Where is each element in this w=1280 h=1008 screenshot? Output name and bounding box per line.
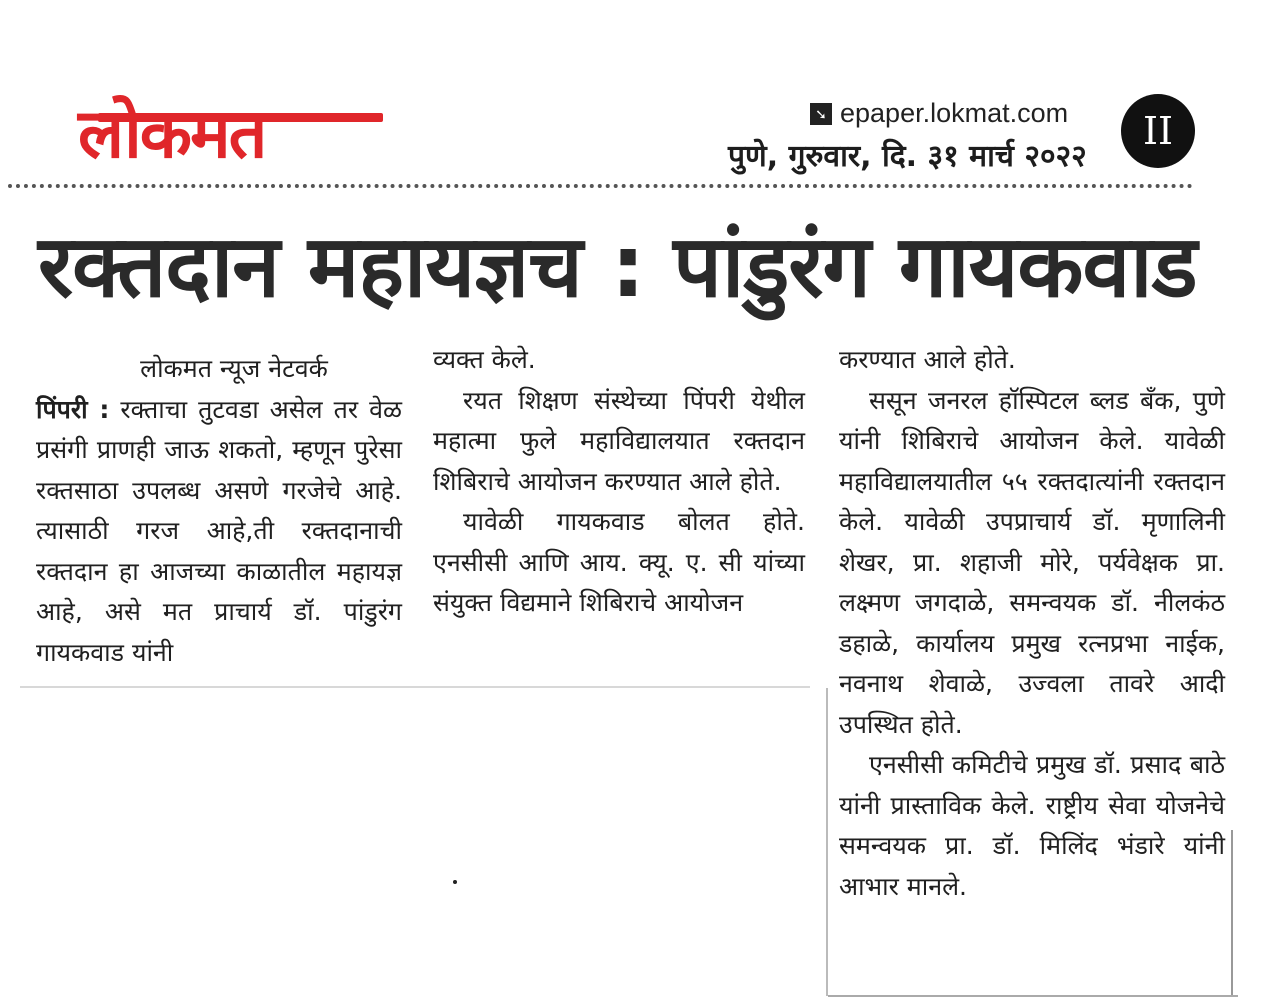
- clipping-edge: [20, 686, 810, 688]
- clipping-edge: [1231, 830, 1233, 995]
- article-paragraph: रयत शिक्षण संस्थेच्या पिंपरी येथील महात्मा फुले महाविद्यालयात रक्तदान शिबिराचे आयोजन करण्यात आले होते.: [433, 385, 805, 496]
- paper-speck: [453, 880, 457, 884]
- masthead-divider: [8, 184, 1193, 188]
- article-column-1: [36, 349, 402, 673]
- article-paragraph: ससून जनरल हॉस्पिटल ब्लड बँक, पुणे यांनी शिबिराचे आयोजन केले. यावेळी महाविद्यालयातील ५५ रक्तदात्यांनी रक्तदान केले. यावेळी उपप्राचार्य डॉ. मृणालिनी शेखर, प्रा. शहाजी मोरे, पर्यवेक्षक प्रा. लक्ष्मण जगदाळे, समन्वयक डॉ. नीलकंठ डहाळे, कार्यालय प्रमुख रत्नप्रभा नाईक, नवनाथ शेवाळे, उज्वला तावरे आदी उपस्थित होते.: [839, 385, 1225, 739]
- newspaper-logo: लोकमत: [78, 94, 266, 174]
- epaper-link[interactable]: [810, 98, 1068, 129]
- epaper-url: epaper.lokmat.com: [840, 98, 1069, 128]
- article-paragraph: व्यक्त केले.: [433, 345, 536, 374]
- paragraph-text: रक्ताचा तुटवडा असेल तर वेळ प्रसंगी प्राणही जाऊ शकतो, म्हणून पुरेसा रक्तसाठा उपलब्ध असणे गरजेचे आहे. त्यासाठी गरज आहे,ती रक्तदानाची रक्तदान हा आजच्या काळातील महायज्ञ आहे, असे मत प्राचार्य डॉ. पांडुरंग गायकवाड यांनी: [36, 394, 403, 667]
- place-tag: पिंपरी :: [36, 394, 110, 424]
- byline: लोकमत न्यूज नेटवर्क: [140, 354, 328, 383]
- article-column-2: [433, 340, 805, 624]
- article-paragraph: करण्यात आले होते.: [839, 345, 1016, 374]
- dateline: पुणे, गुरुवार, दि. ३१ मार्च २०२२: [728, 139, 1087, 174]
- article-paragraph: [36, 390, 402, 674]
- cursor-arrow-icon: ➘: [810, 103, 832, 125]
- article-paragraph: एनसीसी कमिटीचे प्रमुख डॉ. प्रसाद बाठे यांनी प्रास्ताविक केले. राष्ट्रीय सेवा योजनेचे समन्वयक प्रा. डॉ. मिलिंद भंडारे यांनी आभार मानले.: [839, 750, 1225, 901]
- article-headline: रक्तदान महायज्ञच : पांडुरंग गायकवाड: [38, 217, 1197, 317]
- article-paragraph: यावेळी गायकवाड बोलत होते. एनसीसी आणि आय. क्यू. ए. सी यांच्या संयुक्त विद्यमाने शिबिराचे आयोजन: [433, 507, 805, 617]
- page-number-badge: II: [1121, 94, 1195, 168]
- clipping-edge: [828, 995, 1238, 997]
- clipping-edge: [826, 688, 828, 996]
- article-column-3: [839, 340, 1225, 907]
